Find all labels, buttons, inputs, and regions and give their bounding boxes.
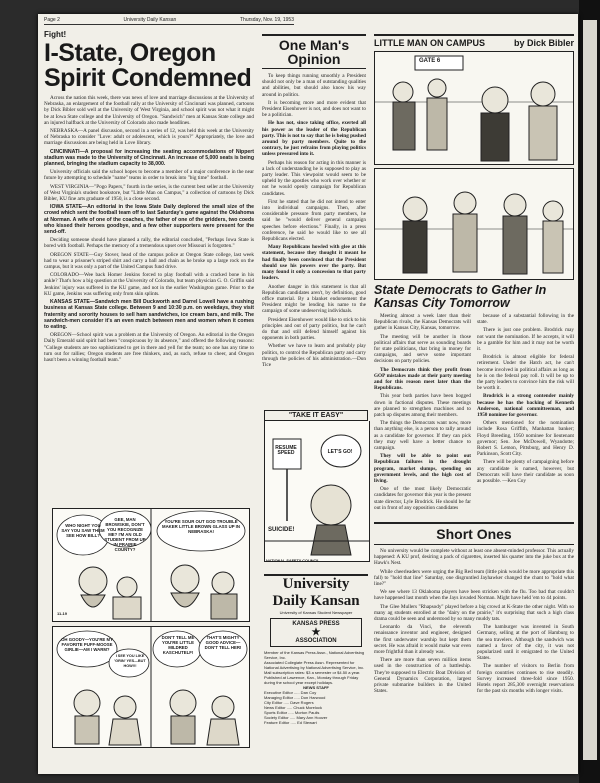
paragraph: They will be able to point out Republican failures in the drought program, market slumps, spending on government levels, and the high cost of living. xyxy=(374,453,471,485)
comic-panel-top xyxy=(374,51,574,165)
paragraph: There is just one problem. Brodrick may not want the nomination. If he accepts, it will be a gamble for him and it may not be worth it. xyxy=(477,327,574,353)
paragraph: Meeting almost a week later than their Republican rivals, the Kansas Democrats will gather in Kansas City, Kansas, tomorrow. xyxy=(374,313,471,332)
paragraph: The meeting will be another in those political affairs that serve as sounding boards for state politicians, that bring in money for campaigns, and serve some important decisions on party policies. xyxy=(374,333,471,365)
staff-heading: NEWS STAFF xyxy=(303,685,329,690)
speech-bubble: LET'S GO! xyxy=(327,449,353,455)
masthead xyxy=(264,574,368,725)
paragraph: While cheerleaders were urging the Big Red team (little pink would be more appropriate this fall) to "hold that line" Saturday, one disgruntled Jayhawker changed the chant to "hold what line?" xyxy=(374,568,574,588)
sign-text: RESUME SPEED xyxy=(275,445,297,456)
speech-bubble: OH GOODY—YOU'RE MY FAVORITE PUFF-MOOSE GIRLIE—AM I WARM? xyxy=(61,637,113,652)
short-ones-columns xyxy=(374,624,574,696)
paragraph: There are more than seven million items used in the construction of a battleship. They're supposed to Electric Boat Division of General Dynamics Corporation, largest private submarine builders in the United States. xyxy=(374,657,471,695)
newspaper-page xyxy=(38,14,578,774)
paragraph: The hamburger was invented in South Germany, selling at the port of Hamburg to the sea travelers. Although the sandwich was named a favor of the city, it was not popularized until it emigrated to the United States. xyxy=(477,624,574,662)
staff-line: Society Editor ..... Mary Ann Hoover xyxy=(264,715,328,720)
paragraph: It is becoming more and more evident that President Eisenhower is not, and does not want to be a politician. xyxy=(262,99,366,119)
staff-line: Managing Editor ..... Don Harwood xyxy=(264,695,326,700)
paragraph: NEBRASKA—A panel discussion, second in a series of 12, was held this week at the University of Nebraska to consider "Love: adult or adolescent, which is yours?" Appropriately, the love and marriage discussions are being held in Love library. xyxy=(44,128,254,147)
opinion-title: One Man's Opinion xyxy=(262,34,366,69)
staff-box xyxy=(264,650,368,725)
safety-cartoon-title: "TAKE IT EASY" xyxy=(264,410,368,421)
speech-bubble: I SEE YOU LIKE 'GRIN' YES—BUT HOW!!! xyxy=(114,654,146,668)
left-column xyxy=(44,28,254,365)
logo-line: ASSOCIATION xyxy=(295,638,337,644)
staff-line: News Editor ..... Chuck Morelock xyxy=(264,705,323,710)
staff-line: City Editor ..... Dave Rogers xyxy=(264,700,314,705)
opinion-column xyxy=(262,34,366,370)
speech-bubble: DON'T TELL ME YOU'RE LITTLE MILDRED KASCHUTELF! xyxy=(161,635,195,655)
paragraph: One of the most likely Democratic candidates for governor this year is the present state director, Lyle Brodrick. He should be far out in front of any opposition candidates xyxy=(374,486,471,511)
comic-drawing xyxy=(375,169,573,279)
paragraph: Perhaps his reason for acting in this manner is a lack of understanding he is supposed to play as party leader. This viewpoint would seem to be upheld by the apostles who work over whether or not he would openly campaign for Republican candidates. xyxy=(262,159,366,197)
staff-line: Associated Collegiate Press Assn. Represented for National Advertising by National Advertising Service, Inc. xyxy=(264,660,365,670)
comic-header xyxy=(374,34,574,48)
caption: SUICIDE! xyxy=(268,527,295,533)
paragraph: University officials said the school hopes to become a member of a major conference in the near future by attempting to schedule "name" teams in order to break into "big time" football. xyxy=(44,169,254,182)
paper-name: University Daily Kansan xyxy=(123,17,177,23)
paragraph: KANSAS STATE—Sandwich men Bill Duckworth and Darrel Lowell have a rushing business at Kansas State college. Between 9 and 10:30 p.m. on weekdays, they visit fraternity and sorority houses to sell ham sandwiches, ice cream bars, and milk. The sandwich-men consider it's an even match between men and women when it comes to eating. xyxy=(44,299,254,330)
comic-drawing xyxy=(375,52,573,164)
paragraph: WEST VIRGINIA—"Pogo Papers," fourth in the series, is the current best seller at the University of West Virginia's student bookstore, but "Little Man on Campus," a collection of cartoons by Dick Bibler, KU fine arts graduate of 1950, is a close second. xyxy=(44,183,254,203)
paragraph: The number of visitors to Berlin from foreign countries continues to rise steadily. Survey increased three-fold since 1950. Hotels report 285,300 overnight reservations for the past six months with longer visits. xyxy=(477,663,574,695)
short-ones-section xyxy=(374,522,574,696)
paragraph: OREGON—School spirit was a problem at the University of Oregon. An editorial in the Oregon Daily Emerald said spirit had been "conspicuous by its absence," and offered the following reasons: "College students are too sophisticated to get in there and yell for the team; no one has any time to turn out for rallies; Oregon students are free thinkers, and, as such, refuse to cheer, and Oregon hasn't been a winning football team." xyxy=(44,332,254,363)
paragraph: The things the Democrats want now, more than anything else, is a person to rally around as a candidate for governor. If they can pick they may well have a better chance to campaign. xyxy=(374,420,471,452)
paragraph: IOWA STATE—An editorial in the Iowa State Daily deplored the small size of the crowd which sent the football team off to last Saturday's game against the Oklahoma at Norman. A wife of one of the coaches, the father of one of the gridders, two coeds who kissed their heroes goodbye, and a few other supporters were present for the send-off. xyxy=(44,204,254,236)
folio-line xyxy=(44,17,294,25)
staff-line: Sports Editor ..... Morton Paulis xyxy=(264,710,320,715)
paragraph: To keep things running smoothly a President should not only be a man of outstanding qualities and abilities, but should also know his way around in politics. xyxy=(262,73,366,98)
democrats-headline: State Democrats to Gather In Kansas City Tomorrow xyxy=(374,283,547,310)
paragraph: Others mentioned for the nomination include Rosa Griffith, Manhattan banker; Floyd Breeding, 1950 nominee for lieutenant governor; Sen. Joe McDowell, Wyandotte; Robert S. Lemon, Pittsburg, and Henry D. Parkinson, Scott City. xyxy=(477,420,574,458)
comic-panel-bottom xyxy=(374,168,574,280)
press-association-logo xyxy=(270,618,362,647)
paragraph: No university would be complete without at least one absent-minded professor. This actually happened: A KU prof, desiring a pack of cigarettes, inserted his quarter into the juke box at the Hawk's Nest. xyxy=(374,548,574,567)
democrats-article xyxy=(374,313,574,513)
paragraph: because of a substantial following in the state. xyxy=(477,313,574,326)
speech-bubble: YOU'RE SOUR OUT GOD TROUBLE MAKER LITTLE BROWN GLASS UP IN NEBRASKA! xyxy=(162,519,240,534)
paragraph: He has not, since taking office, exerted all his power as the leader of the Republican party. This is not to say that he is being pushed around by party members. Quite to the contrary, he just refrains from playing politics unless pressured into it. xyxy=(262,120,366,158)
opinion-body xyxy=(262,73,366,368)
paragraph: The Glee Mullers "Rhapsody" played before a big crowd at K-State the other night. With so many ag students enrolled at the "dairy on the prairie," it's surprising that such a high class drama could be seen and understood by so many muddy tats. xyxy=(374,603,574,623)
cartoon-panel-2 xyxy=(52,626,250,748)
paragraph: Another danger in this statement is that all Republican candidates aren't, by definition, good office material. By a blanket endorsement the President might be lending his name to the campaign of some undeserving individuals. xyxy=(262,283,366,315)
speech-bubble: GEE, MAN BROWSKIE, DON'T YOU RECOGNIZE ME? I'M AN OLD STUDENT FROM UP IN PRAIRIE COUNTY? xyxy=(104,517,146,552)
staff-line: Mail subscription rates: $3 a semester or $4.50 a year. Published at Lawrence, Kan., Monday through Friday during the school year except holidays. xyxy=(264,670,361,685)
staff-line: Member of the Kansas Press Assn., National Advertising Service, Inc. xyxy=(264,650,365,660)
logo-line: KANSAS PRESS xyxy=(292,621,340,627)
safety-drawing xyxy=(264,421,370,562)
paragraph: CINCINNATI—A proposal for increasing the seating accommodations of Nippert stadium was made to the University of Cincinnati. An increase of 5,000 seats is being planned, bringing the stadium capacity to 38,000. xyxy=(44,148,254,168)
paragraph: Whether we have to learn and probably play politics, to control the Republican party and carry through the policies of his administration.—Don Tice xyxy=(262,343,366,368)
page-number: Page 2 xyxy=(44,17,60,23)
kicker: Fight! xyxy=(44,30,67,39)
short-ones-body xyxy=(374,548,574,622)
staff-line: Executive Editor ..... Dan Coy xyxy=(264,690,317,695)
article-col-2 xyxy=(477,313,574,513)
paragraph: Brodrick is almost eligible for federal retirement. Under the Hatch act, he can't become involved in political affairs as long as he is on the federal pay roll. It will be up to the party leaders to convince him the risk will be worth it. xyxy=(477,354,574,392)
paragraph: COLORADO—Wee back Homer Jenkins forced to play football with a cracked bone in his ankle? That's how a big question at the University of Colorado, but team physician G. O. Griffin said Jenkins' injury was suffered in the KU game, and not in the earlier Washington game. Prior to the KU game, Jenkins was suffering only from skin splints. xyxy=(44,272,254,297)
paragraph: Leonardo da Vinci, the eleventh renaissance inventor and engineer, designed the first underwater warship but kept them secret. He was afraid it would make war even more frightful than it already was. xyxy=(374,624,471,656)
main-headline: I-State, Oregon Spirit Condemned xyxy=(44,39,252,92)
paragraph: OREGON STATE—Guy Stover, head of the campus police at Oregon State college, last week had to wear a prisoner's striped shirt and carry a ball and chain as he broke up a large rock on the campus, but it was only a part of the United Campus fund drive. xyxy=(44,251,254,271)
comic-title: LITTLE MAN ON CAMPUS xyxy=(374,38,485,48)
safety-cartoon xyxy=(264,410,368,570)
staff-line: Feature Editor ..... Ed Stewart xyxy=(264,720,317,725)
credit: NATIONAL SAFETY COUNCIL xyxy=(266,559,320,563)
logo-seal: ★ xyxy=(311,627,321,638)
left-article-body xyxy=(44,95,254,363)
comic-author: by Dick Bibler xyxy=(513,38,574,48)
paragraph: We see where 13 Oklahoma players have been stricken with the flu. Too bad that couldn't have happened last month when the Jays invaded Norman. Might have held 'em to 44 points. xyxy=(374,589,574,602)
short-ones-title: Short Ones xyxy=(374,522,574,545)
issue-date: Thursday, Nov. 19, 1953 xyxy=(239,17,294,23)
paragraph: Brodrick is a strong contender mainly because he has the backing of Kenneth Anderson, national committeeman, and 1950 nominee for governor. xyxy=(477,393,574,419)
short-col-2 xyxy=(477,624,574,696)
speech-bubble: WHO NIGHT YOU SAY YOU SAW THEM SEE HOW BILL? xyxy=(61,523,105,538)
right-column xyxy=(374,34,574,513)
masthead-subtitle: University of Kansas Student Newspaper xyxy=(279,610,353,615)
paragraph: First he stated that he did not intend to enter into individual campaigns. Then, after considerable pressure from party members, he said he "would deliver general campaign speeches before elections." Finally, in a press conference, he said he would like to see all Republicans elected. xyxy=(262,198,366,243)
adjacent-page-edge xyxy=(579,0,600,783)
masthead-name: University Daily Kansan xyxy=(264,574,368,610)
article-col-1 xyxy=(374,313,471,513)
paragraph: Many Republicans howled with glee at this statement, because they thought it meant he had finally been convinced that the President should use his powers over the party. But many found it only a concession to that party leaders. xyxy=(262,244,366,282)
paragraph: President Eisenhower would like to stick to his principles and out of party politics, but he can't do that and still defend himself against his opponents in both parties. xyxy=(262,316,366,342)
speech-bubble: THAT'S MIGHTY GOOD ADVICE—DON'T TELL HER! xyxy=(204,635,242,650)
paragraph: The Democrats think they profit from GOP mistakes made at their party meeting and for this reason meet later than the Republicans. xyxy=(374,366,471,392)
paragraph: Across the nation this week, there was news of love and marriage discussions at the University of Nebraska, an enlargement of the football rally at the University of Cincinnati was planned, cartoons by Dick Bibler sold well at the University of West Virginia, and school spirit was not what it might be at Iowa State college and the University of Oregon. "Sandwich" men at Kansas State college and an injured halfback at the University of Colorado also made headlines. xyxy=(44,95,254,126)
paragraph: There will be plenty of campaigning before any candidate is named, however, but Democrats will have their candidate as soon as possible. —Ken Coy xyxy=(477,459,574,485)
paragraph: This year both parties have been bogged down in factional disputes. These meetings are planned to strengthen machines and to patch up disputes among their members. xyxy=(374,393,471,419)
paragraph: Deciding someone should have planned a rally, the editorial concluded, "Perhaps Iowa State is bored with football. Perhaps the memory of a tremendous upset over Missouri is forgotten." xyxy=(44,237,254,250)
gate-sign: GATE 6 xyxy=(419,58,441,64)
short-col-1 xyxy=(374,624,471,696)
cartoon-signature: 11-19 xyxy=(57,611,68,616)
cartoon-panel-1 xyxy=(52,508,250,622)
